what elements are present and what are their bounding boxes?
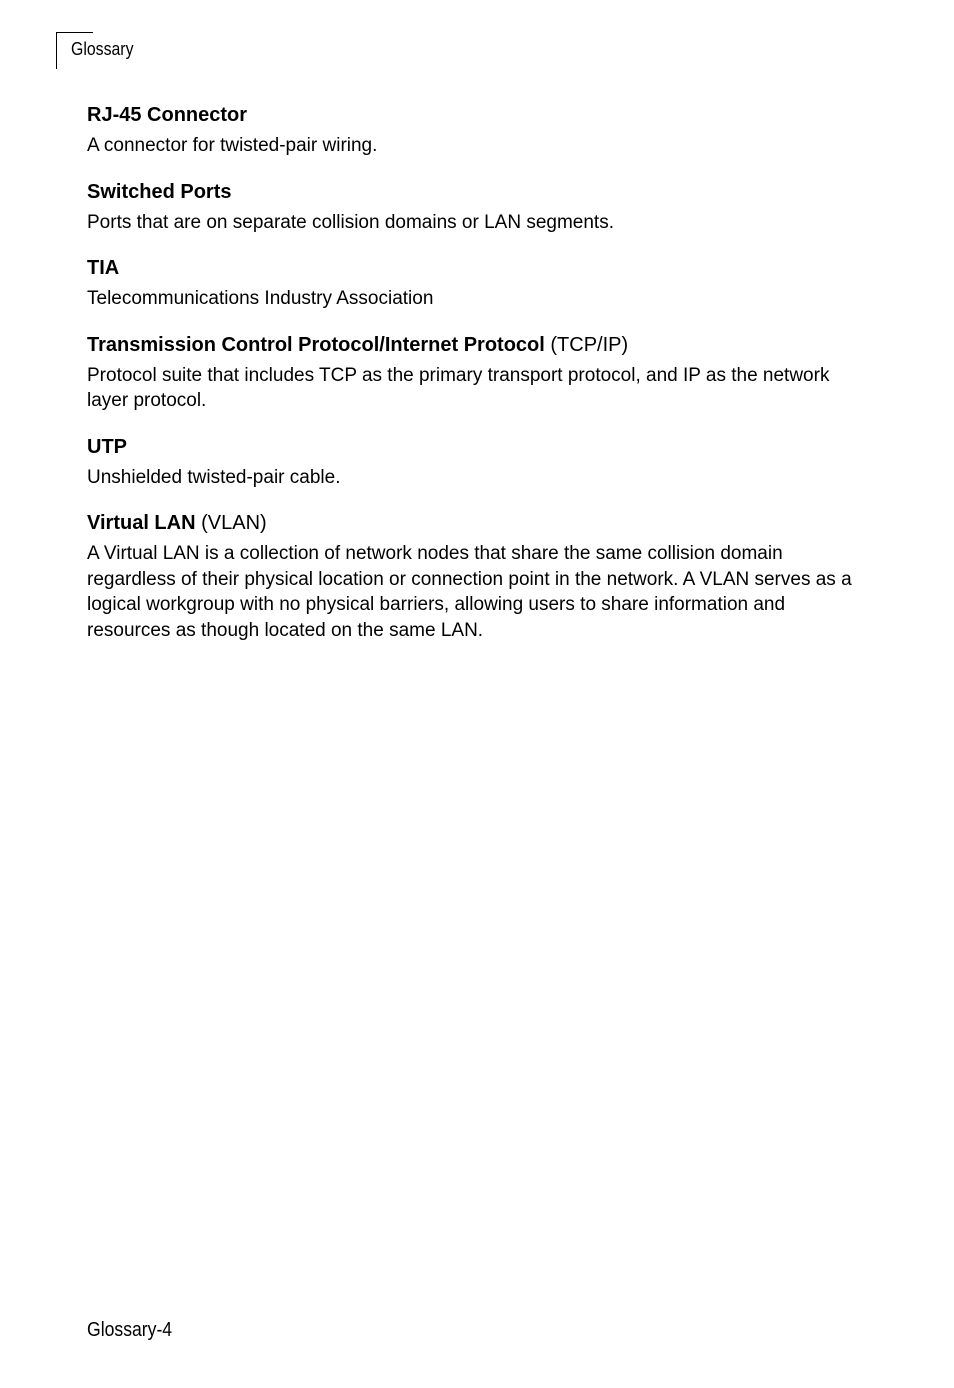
- term-name: Transmission Control Protocol/Internet Protocol: [87, 333, 545, 356]
- glossary-entry: [87, 434, 867, 491]
- term-name: TIA: [87, 257, 120, 279]
- term-definition: Telecommunications Industry Association: [87, 288, 434, 309]
- glossary-term: [87, 434, 867, 460]
- term-abbreviation: (VLAN): [201, 512, 267, 534]
- term-definition: Ports that are on separate collision domains or LAN segments.: [87, 211, 614, 233]
- glossary-entry: [87, 102, 867, 159]
- glossary-term: [87, 179, 867, 205]
- glossary-term: [87, 255, 867, 281]
- glossary-entry: [87, 510, 867, 643]
- glossary-term: [87, 102, 867, 128]
- term-name: Switched Ports: [87, 180, 232, 203]
- glossary-term: [87, 510, 867, 536]
- term-name: RJ-45 Connector: [87, 104, 248, 126]
- term-definition: Unshielded twisted-pair cable.: [87, 466, 341, 488]
- glossary-term: [87, 332, 867, 358]
- term-definition: A Virtual LAN is a collection of network nodes that share the same collision domain regardless of their physical location or connection point in the network. A VLAN serves as a logical workgroup with no physical barriers, allowing users to share information and resources as though located on the same LAN.: [87, 543, 852, 641]
- glossary-entry: [87, 255, 867, 312]
- running-header: Glossary: [71, 39, 134, 59]
- glossary-entry: [87, 179, 867, 236]
- term-definition: Protocol suite that includes TCP as the primary transport protocol, and IP as the network layer protocol.: [87, 364, 830, 411]
- glossary-entries: [87, 102, 867, 663]
- glossary-entry: [87, 332, 867, 414]
- term-abbreviation: (TCP/IP): [550, 333, 629, 356]
- term-name: UTP: [87, 435, 127, 458]
- page-number: Glossary-4: [87, 1319, 173, 1341]
- term-definition: A connector for twisted-pair wiring.: [87, 135, 378, 156]
- term-name: Virtual LAN: [87, 512, 196, 534]
